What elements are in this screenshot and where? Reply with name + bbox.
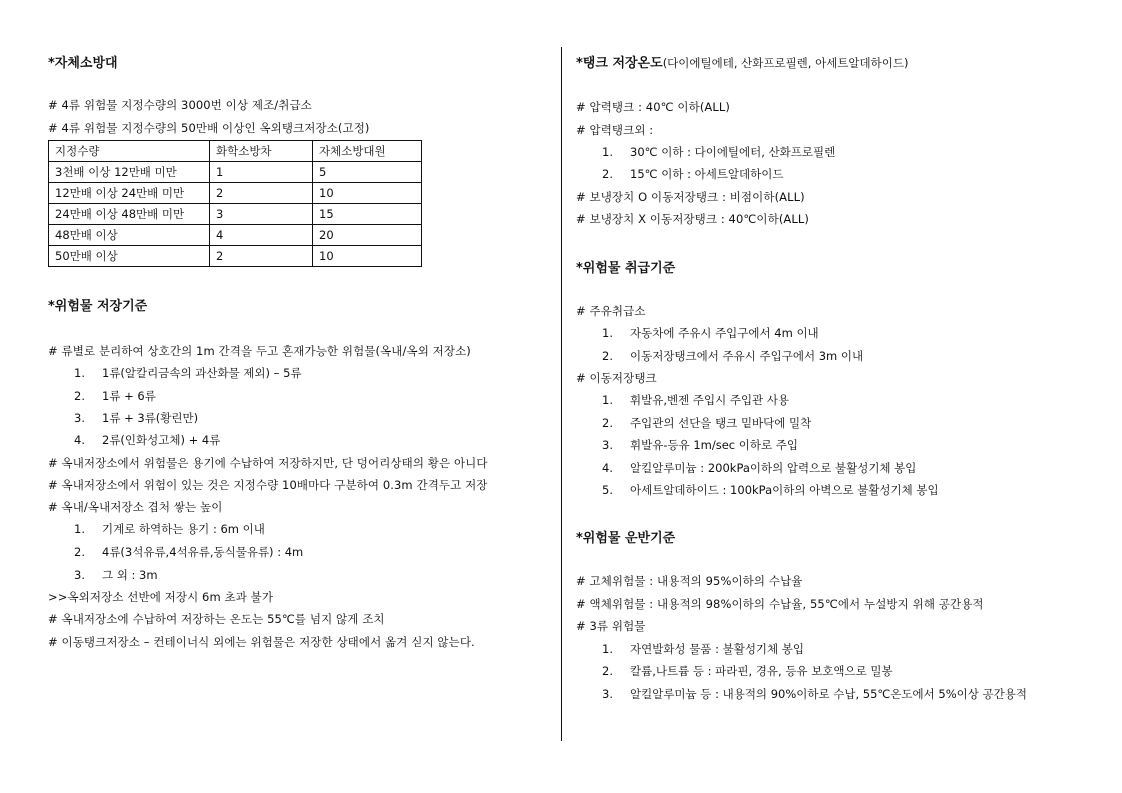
list-number: 1. [602, 145, 613, 159]
list-text: 1류 + 3류(황린만) [102, 411, 199, 425]
section-title-tank-temperature [576, 52, 908, 71]
text-line: # 보냉장치 O 이동저장탱크 : 비점이하(ALL) [576, 190, 805, 204]
list-number: 5. [602, 483, 613, 497]
list-text: 15℃ 이하 : 아세트알데하이드 [630, 167, 784, 181]
table-cell: 10 [313, 183, 422, 204]
list-item [74, 410, 198, 426]
text-line: # 4류 위험물 지정수량의 3000번 이상 제조/취급소 [48, 98, 312, 112]
list-number: 2. [74, 545, 85, 559]
list-item [602, 392, 789, 408]
list-item [602, 166, 783, 182]
table-cell: 50만배 이상 [49, 246, 210, 267]
list-item [602, 663, 893, 679]
list-item [602, 144, 835, 160]
table-cell: 4 [210, 225, 313, 246]
list-item [74, 567, 158, 583]
list-text: 기계로 하역하는 용기 : 6m 이내 [102, 522, 265, 536]
list-number: 1. [74, 522, 85, 536]
list-number: 3. [74, 568, 85, 582]
text-line: # 압력탱크 : 40℃ 이하(ALL) [576, 100, 730, 114]
list-number: 2. [74, 389, 85, 403]
list-number: 2. [602, 167, 613, 181]
text-line: # 주유취급소 [576, 304, 646, 318]
section-title-storage-standard: *위험물 저장기준 [48, 299, 148, 314]
text-line: # 이동탱크저장소 – 컨테이너식 외에는 위험물은 저장한 상태에서 옮겨 싣지 않는다. [48, 635, 475, 649]
table-header-row [49, 141, 422, 162]
text-line: # 4류 위험물 지정수량의 50만배 이상인 옥외탱크저장소(고정) [48, 121, 370, 135]
list-text: 4류(3석유류,4석유류,동식물유류) : 4m [102, 545, 304, 559]
list-text: 자연발화성 물품 : 불활성기체 봉입 [630, 642, 805, 656]
list-item [602, 325, 819, 341]
list-text: 그 외 : 3m [102, 568, 158, 582]
list-number: 1. [74, 366, 85, 380]
table-row [49, 204, 422, 225]
table-cell: 20 [313, 225, 422, 246]
list-item [74, 432, 220, 448]
text-line: # 3류 위험물 [576, 619, 646, 633]
table-cell: 3 [210, 204, 313, 225]
list-item [74, 365, 302, 381]
text-line: # 액체위험물 : 내용적의 98%이하의 수납율, 55℃에서 누설방지 위해 공간용적 [576, 597, 984, 611]
list-item [602, 641, 804, 657]
text-line: # 보냉장치 X 이동저장탱크 : 40℃이하(ALL) [576, 212, 809, 226]
heading-main: *탱크 저장온도 [576, 56, 663, 71]
list-item [74, 544, 303, 560]
table-row [49, 225, 422, 246]
table-row [49, 162, 422, 183]
list-text: 아세트알데하이드 : 100kPa이하의 아벽으로 불활성기체 봉입 [630, 483, 939, 497]
text-line: # 옥내저장소에 수납하여 저장하는 온도는 55℃를 넘지 않게 조치 [48, 612, 385, 626]
list-text: 2류(인화성고체) + 4류 [102, 433, 221, 447]
table-cell: 48만배 이상 [49, 225, 210, 246]
list-number: 2. [602, 664, 613, 678]
heading-sub: (다이에틸에테, 산화프로필렌, 아세트알데하이드) [662, 56, 909, 70]
list-item [602, 348, 863, 364]
section-title-transport-standard: *위험물 운반기준 [576, 531, 676, 546]
list-number: 4. [602, 461, 613, 475]
text-line: # 옥내저장소에서 위험물은 용기에 수납하여 저장하지만, 단 덩어리상태의 황은 아니다 [48, 456, 488, 470]
table-cell: 3천배 이상 12만배 미만 [49, 162, 210, 183]
table-cell: 5 [313, 162, 422, 183]
text-line: # 이동저장탱크 [576, 371, 657, 385]
section-title-handling-standard: *위험물 취급기준 [576, 261, 676, 276]
table-row [49, 183, 422, 204]
list-item [602, 415, 811, 431]
list-number: 1. [602, 326, 613, 340]
list-number: 3. [602, 687, 613, 701]
table-header: 지정수량 [49, 141, 210, 162]
list-number: 2. [602, 349, 613, 363]
text-line: # 옥내저장소에서 위험이 있는 것은 지정수량 10배마다 구분하여 0.3m 간격두고 저장 [48, 478, 488, 492]
table-cell: 15 [313, 204, 422, 225]
list-number: 1. [602, 393, 613, 407]
table-row [49, 246, 422, 267]
list-text: 알킬알루미늄 등 : 내용적의 90%이하로 수납, 55℃온도에서 5%이상 공간용적 [630, 687, 1027, 701]
table-cell: 24만배 이상 48만배 미만 [49, 204, 210, 225]
list-item [602, 686, 1027, 702]
table-header: 자체소방대원 [313, 141, 422, 162]
list-text: 30℃ 이하 : 다이에틸에터, 산화프로필렌 [630, 145, 836, 159]
table-cell: 10 [313, 246, 422, 267]
list-number: 2. [602, 416, 613, 430]
table-header: 화학소방차 [210, 141, 313, 162]
list-text: 칼륨,나트륨 등 : 파라핀, 경유, 등유 보호액으로 밀봉 [630, 664, 893, 678]
table-cell: 2 [210, 246, 313, 267]
list-item [602, 482, 939, 498]
table-cell: 12만배 이상 24만배 미만 [49, 183, 210, 204]
list-item [74, 388, 156, 404]
list-text: 1류(알칼리금속의 과산화물 제외) – 5류 [102, 366, 302, 380]
column-divider [561, 47, 562, 741]
list-item [602, 460, 916, 476]
list-number: 3. [74, 411, 85, 425]
list-number: 3. [602, 438, 613, 452]
list-text: 이동저장탱크에서 주유시 주입구에서 3m 이내 [630, 349, 864, 363]
section-title-self-fire-brigade: *자체소방대 [48, 56, 118, 71]
text-line: # 고체위험물 : 내용적의 95%이하의 수납율 [576, 574, 803, 588]
list-text: 자동차에 주유시 주입구에서 4m 이내 [630, 326, 819, 340]
list-text: 휘발유-등유 1m/sec 이하로 주입 [630, 438, 798, 452]
list-text: 휘발유,벤젠 주입시 주입관 사용 [630, 393, 790, 407]
table-cell: 2 [210, 183, 313, 204]
list-text: 1류 + 6류 [102, 389, 156, 403]
list-item [602, 437, 798, 453]
text-line: >>옥외저장소 선반에 저장시 6m 초과 불가 [48, 590, 274, 604]
text-line: # 압력탱크외 : [576, 123, 654, 137]
list-text: 알킬알루미늄 : 200kPa이하의 압력으로 불활성기체 봉입 [630, 461, 917, 475]
list-item [74, 521, 265, 537]
text-line: # 류별로 분리하여 상호간의 1m 간격을 두고 혼재가능한 위험물(옥내/옥외 저장소) [48, 344, 471, 358]
text-line: # 옥내/옥내저장소 겹처 쌓는 높이 [48, 500, 223, 514]
list-text: 주입관의 선단을 탱크 밑바닥에 밀착 [630, 416, 812, 430]
fire-brigade-table [48, 140, 422, 267]
list-number: 1. [602, 642, 613, 656]
list-number: 4. [74, 433, 85, 447]
table-cell: 1 [210, 162, 313, 183]
